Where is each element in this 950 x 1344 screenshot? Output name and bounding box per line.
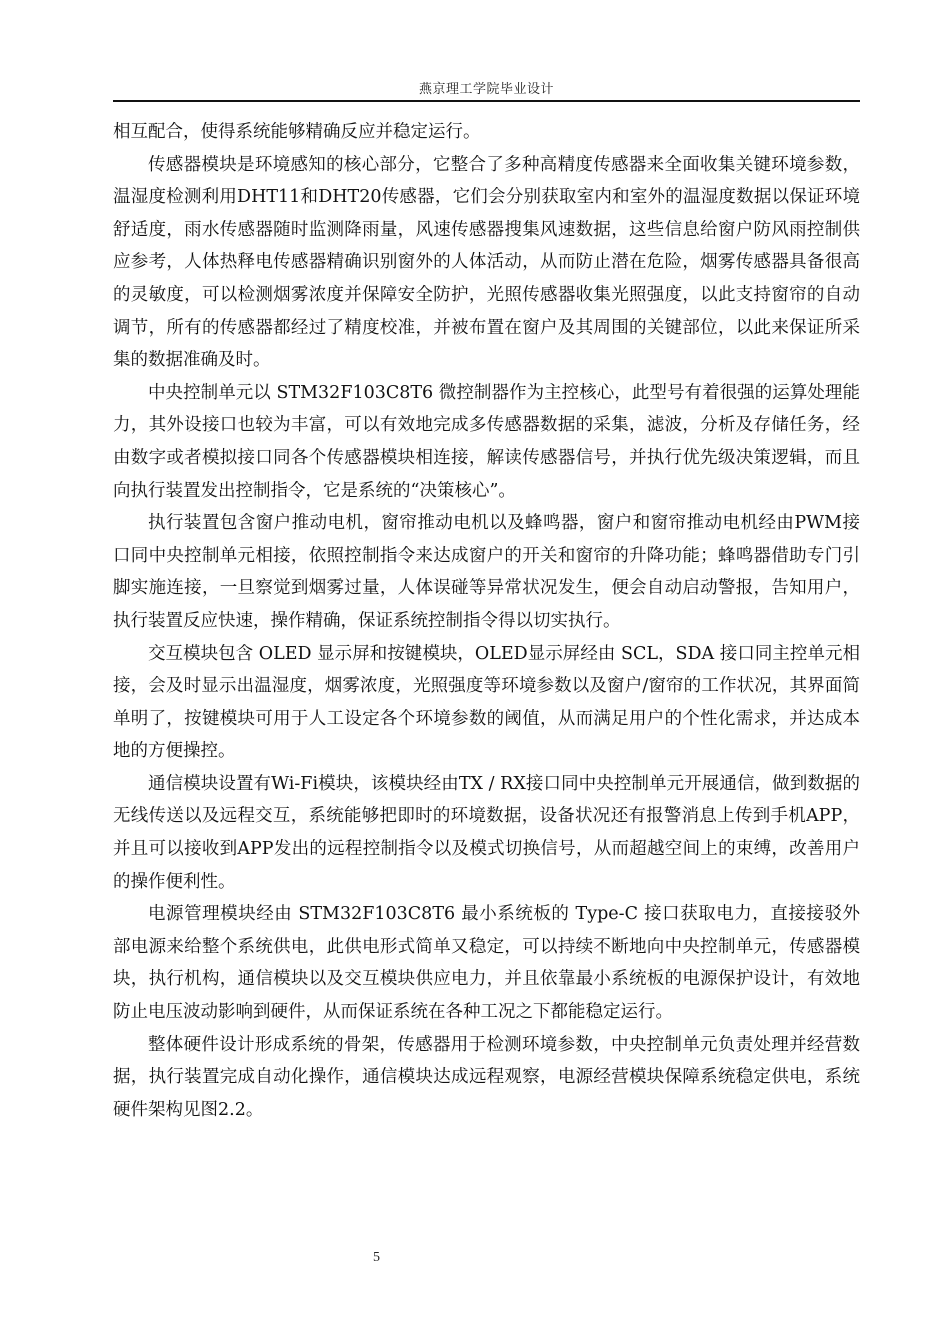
header-divider [113, 100, 860, 102]
document-body [113, 116, 860, 1126]
paragraph-interaction-module: 交互模块包含 OLED 显示屏和按键模块，OLED显示屏经由 SCL，SDA 接口同主控单元相接，会及时显示出温湿度，烟雾浓度，光照强度等环境参数以及窗户/窗帘的工作状况，其界面简单明了，按键模块可用于人工设定各个环境参数的阈值，从而满足用户的个性化需求，并达成本地的方便操控。 [113, 643, 860, 762]
paragraph-continuation: 相互配合，使得系统能够精确反应并稳定运行。 [113, 122, 481, 142]
paragraph-communication-module: 通信模块设置有Wi-Fi模块，该模块经由TX / RX接口同中央控制单元开展通信，做到数据的无线传送以及远程交互，系统能够把即时的环境数据，设备状况还有报警消息上传到手机APP，并且可以接收到APP发出的远程控制指令以及模式切换信号，从而超越空间上的束缚，改善用户的操作便利性。 [113, 773, 860, 892]
paragraph-central-control-unit: 中央控制单元以 STM32F103C8T6 微控制器作为主控核心，此型号有着很强的运算处理能力，其外设接口也较为丰富，可以有效地完成多传感器数据的采集，滤波，分析及存储任务，经由数字或者模拟接口同各个传感器模块相连接，解读传感器信号，并执行优先级决策逻辑，而且向执行装置发出控制指令，它是系统的“决策核心”。 [113, 382, 860, 501]
page-number: 5 [373, 1250, 380, 1265]
paragraph-actuator: 执行装置包含窗户推动电机，窗帘推动电机以及蜂鸣器，窗户和窗帘推动电机经由PWM接口同中央控制单元相接，依照控制指令来达成窗户的开关和窗帘的升降功能；蜂鸣器借助专门引脚实施连接，一旦察觉到烟雾过量，人体误碰等异常状况发生，便会自动启动警报，告知用户，执行装置反应快速，操作精确，保证系统控制指令得以切实执行。 [113, 513, 860, 631]
paragraph-power-management: 电源管理模块经由 STM32F103C8T6 最小系统板的 Type-C 接口获取电力，直接接驳外部电源来给整个系统供电，此供电形式简单又稳定，可以持续不断地向中央控制单元，传感器模块，执行机构，通信模块以及交互模块供应电力，并且依靠最小系统板的电源保护设计，有效地防止电压波动影响到硬件，从而保证系统在各种工况之下都能稳定运行。 [113, 904, 860, 1023]
paragraph-sensor-module: 传感器模块是环境感知的核心部分，它整合了多种高精度传感器来全面收集关键环境参数，温湿度检测利用DHT11和DHT20传感器，它们会分别获取室内和室外的温湿度数据以保证环境舒适度，雨水传感器随时监测降雨量，风速传感器搜集风速数据，这些信息给窗户防风雨控制供应参考，人体热释电传感器精确识别窗外的人体活动，从而防止潜在危险，烟雾传感器具备很高的灵敏度，可以检测烟雾浓度并保障安全防护，光照传感器收集光照强度，以此支持窗帘的自动调节，所有的传感器都经过了精度校准，并被布置在窗户及其周围的关键部位，以此来保证所采集的数据准确及时。 [113, 154, 860, 371]
page-header: 燕京理工学院毕业设计 [418, 82, 554, 97]
paragraph-hardware-summary: 整体硬件设计形成系统的骨架，传感器用于检测环境参数，中央控制单元负责处理并经营数据，执行装置完成自动化操作，通信模块达成远程观察，电源经营模块保障系统稳定供电，系统硬件架构见图2.2。 [113, 1034, 860, 1120]
